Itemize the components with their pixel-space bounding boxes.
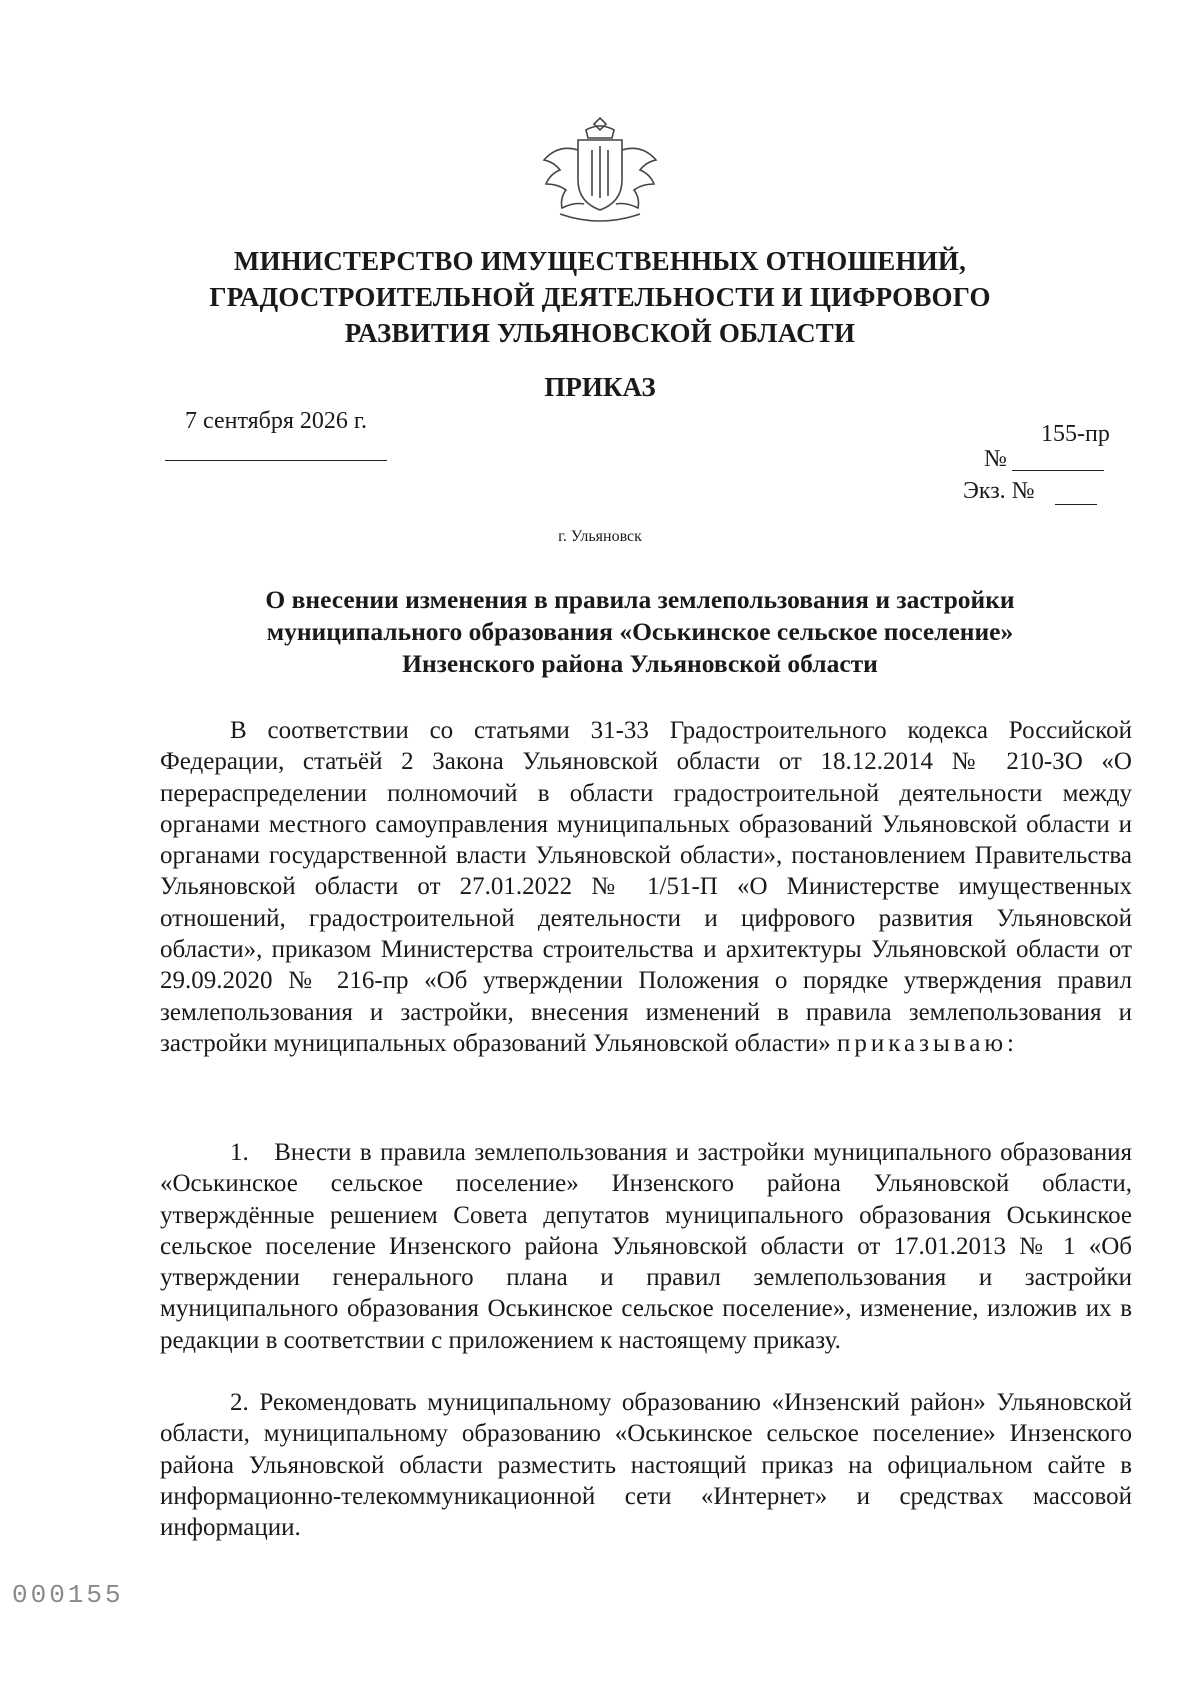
coat-of-arms-icon (530, 110, 670, 230)
number-label: № (984, 446, 1007, 472)
copy-number-underline (1055, 504, 1097, 505)
order-item-2: 2. Рекомендовать муниципальному образованию «Инзенский район» Ульяновской области, муниципальному образованию «Оськинское сельское поселение» Инзенского района Ульяновской области разместить настоящий приказ на официальном сайте в информационно-телекоммуникационной сети «Интернет» и средствах массовой информации. (160, 1389, 1132, 1542)
subject-line: Инзенского района Ульяновской области (402, 649, 878, 678)
preamble-text: В соответствии со статьями 31-33 Градостроительного кодекса Российской Федерации, статьёй 2 Закона Ульяновской области от 18.12.2014 № 210-ЗО «О перераспределении полномочий в области градостроительной деятельности между органами местного самоуправления муниципальных образований Ульяновской области и органами государственной власти Ульяновской области», постановлением Правительства Ульяновской области от 27.01.2022 № 1/51-П «О Министерстве имущественных отношений, градостроительной деятельности и цифрового развития Ульяновской области», приказом Министерства строительства и архитектуры Ульяновской области от 29.09.2020 № 216-пр «Об утверждении Положения о порядке утверждения правил землепользования и застройки, внесения изменений в правила землепользования и застройки муниципальных образований Ульяновской области» (160, 717, 1132, 1057)
ministry-line: ГРАДОСТРОИТЕЛЬНОЙ ДЕЯТЕЛЬНОСТИ И ЦИФРОВОГО (209, 282, 991, 312)
orders-word: приказываю: (837, 1029, 1019, 1057)
city: г. Ульяновск (558, 528, 642, 545)
order-date: 7 сентября 2026 г. (185, 408, 368, 434)
order-subject (200, 584, 1080, 680)
document-type: ПРИКАЗ (544, 372, 656, 402)
subject-line: муниципального образования «Оськинское сельское поселение» (266, 617, 1014, 646)
subject-line: О внесении изменения в правила землепользования и застройки (265, 585, 1015, 614)
ministry-line: РАЗВИТИЯ УЛЬЯНОВСКОЙ ОБЛАСТИ (344, 318, 856, 348)
ministry-name (0, 243, 1200, 351)
copy-number-label: Экз. № (963, 478, 1035, 504)
registration-stamp: 000155 (12, 1580, 124, 1610)
order-number: 155-пр (1041, 421, 1110, 447)
order-item-1: 1. Внести в правила землепользования и застройки муниципального образования «Оськинское сельское поселение» Инзенского района Ульяновской области, утверждённые решением Совета депутатов муниципального образования Оськинское сельское поселение Инзенского района Ульяновской области от 17.01.2013 № 1 «Об утверждении генерального плана и правил землепользования и застройки муниципального образования Оськинское сельское поселение», изменение, изложив их в редакции в соответствии с приложением к настоящему приказу. (160, 1139, 1132, 1354)
preamble-paragraph (160, 715, 1132, 1059)
number-underline (1012, 470, 1104, 471)
date-underline (165, 460, 387, 461)
ministry-line: МИНИСТЕРСТВО ИМУЩЕСТВЕННЫХ ОТНОШЕНИЙ, (233, 246, 967, 276)
